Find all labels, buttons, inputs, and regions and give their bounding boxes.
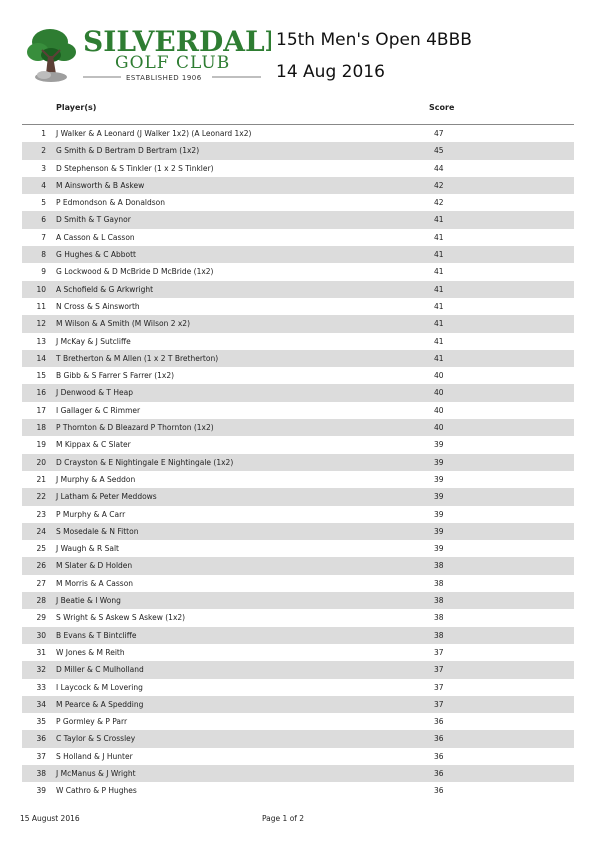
table-row (22, 194, 574, 211)
position-cell: 1 (41, 129, 46, 138)
table-row (22, 436, 574, 453)
table-row (22, 281, 574, 298)
position-cell: 17 (36, 405, 46, 415)
table-row (22, 384, 574, 401)
score-cell: 42 (434, 180, 444, 190)
players-cell: P Murphy & A Carr (56, 509, 126, 519)
players-cell: J Latham & Peter Meddows (56, 492, 157, 502)
score-cell: 41 (434, 353, 444, 363)
table-row (22, 454, 574, 471)
table-row (22, 644, 574, 661)
position-cell: 2 (41, 146, 46, 156)
table-row (22, 471, 574, 488)
results-table (22, 125, 574, 800)
table-row (22, 506, 574, 523)
players-cell: J Waugh & R Salt (56, 544, 119, 554)
score-cell: 36 (434, 734, 444, 744)
score-cell: 41 (434, 232, 444, 242)
table-row (22, 488, 574, 505)
players-cell: M Pearce & A Spedding (56, 699, 144, 709)
table-row (22, 730, 574, 747)
position-cell: 21 (36, 474, 46, 484)
position-cell: 24 (36, 526, 46, 536)
table-row (22, 748, 574, 765)
position-cell: 6 (41, 215, 46, 225)
score-cell: 37 (434, 699, 444, 709)
position-cell: 12 (36, 319, 46, 329)
score-cell: 39 (434, 526, 444, 536)
players-cell: M Wilson & A Smith (M Wilson 2 x2) (56, 319, 191, 329)
players-cell: J Denwood & T Heap (56, 388, 134, 398)
score-cell: 39 (434, 509, 444, 519)
event-date: 14 Aug 2016 (276, 62, 385, 82)
position-cell: 13 (36, 336, 46, 346)
position-cell: 38 (36, 768, 46, 778)
table-row (22, 713, 574, 730)
score-cell: 41 (434, 215, 444, 225)
score-cell: 41 (434, 319, 444, 329)
position-cell: 35 (36, 717, 46, 727)
players-cell: M Slater & D Holden (56, 561, 133, 571)
players-cell: D Miller & C Mulholland (56, 665, 144, 675)
position-cell: 27 (36, 578, 46, 588)
players-cell: C Taylor & S Crossley (56, 734, 136, 744)
score-cell: 45 (434, 146, 444, 156)
position-cell: 7 (41, 232, 46, 242)
players-cell: D Smith & T Gaynor (56, 215, 131, 225)
table-row (22, 557, 574, 574)
players-cell: S Holland & J Hunter (56, 751, 133, 761)
score-cell: 47 (434, 129, 444, 138)
table-row (22, 333, 574, 350)
position-cell: 26 (36, 561, 46, 571)
score-cell: 38 (434, 630, 444, 640)
players-cell: J Murphy & A Seddon (56, 474, 136, 484)
position-cell: 3 (41, 163, 46, 173)
players-cell: I Gallager & C Rimmer (56, 405, 141, 415)
players-cell: W Jones & M Reith (56, 647, 125, 657)
score-cell: 38 (434, 561, 444, 571)
table-row (22, 350, 574, 367)
score-cell: 40 (434, 388, 444, 398)
players-cell: W Cathro & P Hughes (56, 786, 137, 796)
table-row (22, 592, 574, 609)
score-cell: 39 (434, 492, 444, 502)
table-row (22, 679, 574, 696)
score-cell: 36 (434, 768, 444, 778)
table-row (22, 661, 574, 678)
players-cell: G Hughes & C Abbott (56, 250, 136, 260)
players-cell: P Gormley & P Parr (56, 717, 128, 727)
position-cell: 18 (36, 423, 46, 433)
position-cell: 36 (36, 734, 46, 744)
position-cell: 23 (36, 509, 46, 519)
position-cell: 34 (36, 699, 46, 709)
position-cell: 32 (36, 665, 46, 675)
players-cell: J McKay & J Sutcliffe (56, 336, 131, 346)
table-row (22, 315, 574, 332)
players-column-header: Player(s) (56, 103, 97, 112)
table-row (22, 782, 574, 799)
table-row (22, 575, 574, 592)
table-row (22, 540, 574, 557)
footer-date: 15 August 2016 (20, 814, 80, 823)
players-cell: N Cross & S Ainsworth (56, 301, 140, 311)
score-cell: 39 (434, 440, 444, 450)
position-cell: 39 (36, 786, 46, 796)
score-cell: 41 (434, 301, 444, 311)
table-row (22, 246, 574, 263)
position-cell: 16 (36, 388, 46, 398)
score-cell: 41 (434, 250, 444, 260)
players-cell: A Casson & L Casson (56, 232, 135, 242)
position-cell: 29 (36, 613, 46, 623)
table-row (22, 696, 574, 713)
score-cell: 41 (434, 267, 444, 277)
score-cell: 36 (434, 751, 444, 761)
players-cell: M Kippax & C Slater (56, 440, 131, 450)
logo-sub: GOLF CLUB (115, 53, 231, 73)
logo-established: ESTABLISHED 1906 (126, 74, 202, 82)
position-cell: 33 (36, 682, 46, 692)
score-cell: 41 (434, 336, 444, 346)
table-row (22, 229, 574, 246)
score-cell: 39 (434, 457, 444, 467)
table-row (22, 263, 574, 280)
position-cell: 30 (36, 630, 46, 640)
score-cell: 36 (434, 786, 444, 796)
position-cell: 31 (36, 647, 46, 657)
score-cell: 39 (434, 474, 444, 484)
table-row (22, 419, 574, 436)
players-cell: D Crayston & E Nightingale E Nightingale (1x2) (56, 457, 234, 467)
table-row (22, 125, 574, 142)
position-cell: 5 (41, 198, 46, 208)
players-cell: I Laycock & M Lovering (56, 682, 143, 692)
position-cell: 28 (36, 596, 46, 606)
logo-name: SILVERDALE (83, 25, 271, 58)
table-row (22, 523, 574, 540)
table-row (22, 177, 574, 194)
table-row (22, 211, 574, 228)
table-row (22, 765, 574, 782)
players-cell: J Beatie & I Wong (56, 596, 121, 606)
score-cell: 39 (434, 544, 444, 554)
table-row (22, 142, 574, 159)
score-cell: 36 (434, 717, 444, 727)
table-row (22, 367, 574, 384)
club-logo (26, 22, 271, 88)
position-cell: 25 (36, 544, 46, 554)
score-column-header: Score (429, 103, 455, 112)
table-row (22, 160, 574, 177)
table-row (22, 627, 574, 644)
players-cell: S Wright & S Askew S Askew (1x2) (56, 613, 186, 623)
score-cell: 41 (434, 284, 444, 294)
players-cell: P Edmondson & A Donaldson (56, 198, 166, 208)
position-cell: 9 (41, 267, 46, 277)
score-cell: 37 (434, 665, 444, 675)
players-cell: J Walker & A Leonard (J Walker 1x2) (A Leonard 1x2) (56, 129, 252, 138)
score-cell: 44 (434, 163, 444, 173)
position-cell: 20 (36, 457, 46, 467)
players-cell: D Stephenson & S Tinkler (1 x 2 S Tinkler) (56, 163, 214, 173)
score-cell: 37 (434, 682, 444, 692)
players-cell: G Lockwood & D McBride D McBride (1x2) (56, 267, 214, 277)
position-cell: 19 (36, 440, 46, 450)
score-cell: 40 (434, 371, 444, 381)
players-cell: B Evans & T Bintcliffe (56, 630, 137, 640)
tree-icon (26, 22, 271, 88)
score-cell: 38 (434, 578, 444, 588)
position-cell: 14 (36, 353, 46, 363)
score-cell: 42 (434, 198, 444, 208)
score-cell: 40 (434, 423, 444, 433)
players-cell: M Morris & A Casson (56, 578, 134, 588)
page-number: Page 1 of 2 (262, 814, 305, 823)
score-cell: 38 (434, 596, 444, 606)
event-title: 15th Men's Open 4BBB (276, 30, 472, 50)
players-cell: J McManus & J Wright (56, 768, 136, 778)
position-cell: 22 (36, 492, 46, 502)
table-row (22, 402, 574, 419)
position-cell: 4 (41, 180, 46, 190)
players-cell: M Ainsworth & B Askew (56, 180, 145, 190)
position-cell: 11 (36, 301, 46, 311)
position-cell: 15 (36, 371, 46, 381)
table-row (22, 609, 574, 626)
score-cell: 40 (434, 405, 444, 415)
table-row (22, 298, 574, 315)
score-cell: 38 (434, 613, 444, 623)
position-cell: 10 (36, 284, 46, 294)
position-cell: 8 (41, 250, 46, 260)
players-cell: A Schofield & G Arkwright (56, 284, 154, 294)
score-cell: 37 (434, 647, 444, 657)
players-cell: G Smith & D Bertram D Bertram (1x2) (56, 146, 200, 156)
position-cell: 37 (36, 751, 46, 761)
players-cell: S Mosedale & N Fitton (56, 526, 139, 536)
players-cell: T Bretherton & M Allen (1 x 2 T Bretherton) (56, 353, 219, 363)
players-cell: B Gibb & S Farrer S Farrer (1x2) (56, 371, 175, 381)
players-cell: P Thornton & D Bleazard P Thornton (1x2) (56, 423, 214, 433)
